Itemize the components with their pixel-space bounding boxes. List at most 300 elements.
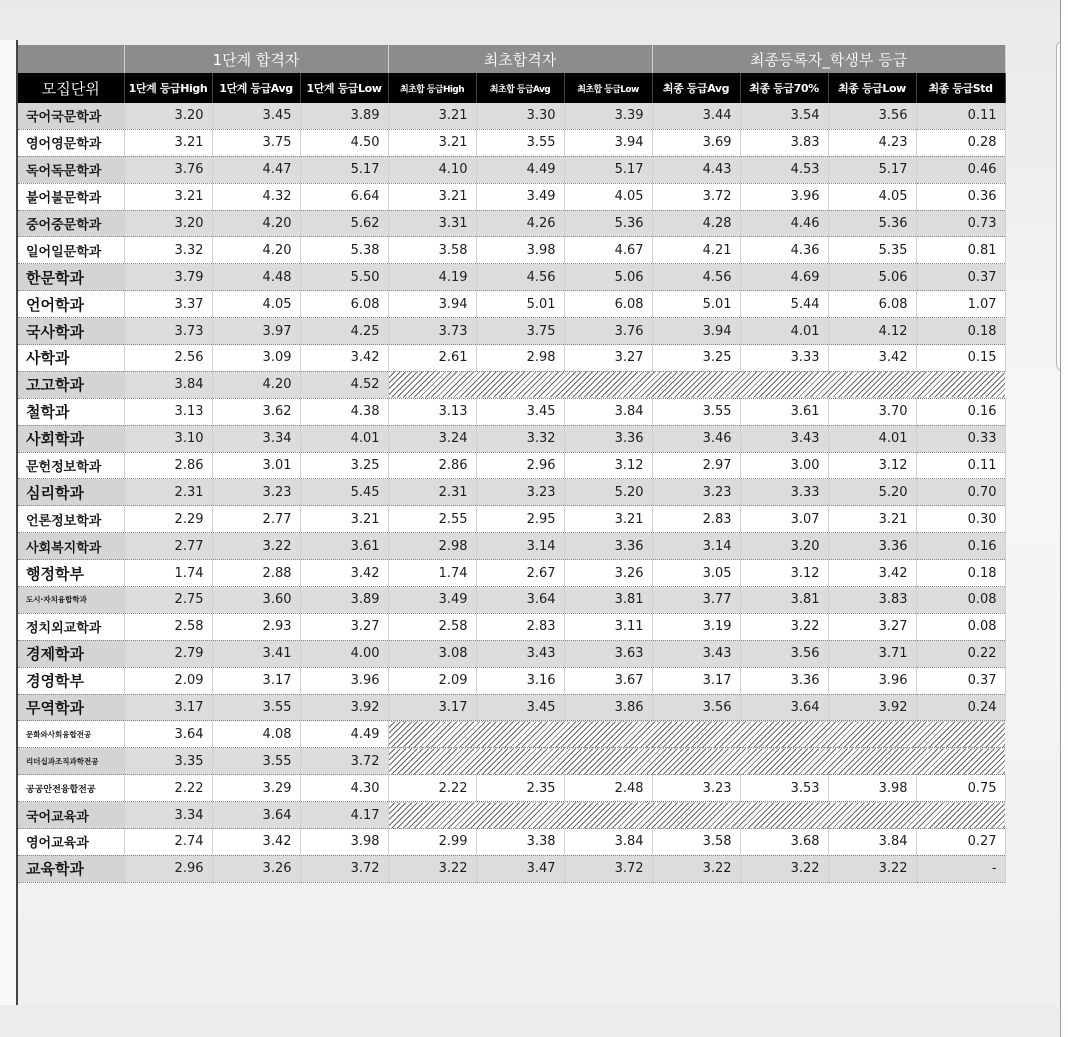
value-cell: 4.01 <box>740 318 828 345</box>
value-cell: 3.67 <box>564 667 652 694</box>
value-cell: 3.89 <box>300 587 388 614</box>
table-row <box>18 345 1005 372</box>
value-cell: 3.56 <box>740 640 828 667</box>
column-header-unit: 모집단위 <box>18 73 124 103</box>
unit-name-cell: 언어학과 <box>18 291 124 318</box>
table-row <box>18 560 1005 587</box>
value-cell: 4.49 <box>300 721 388 748</box>
value-cell: 3.19 <box>652 613 740 640</box>
value-cell: 3.09 <box>212 345 300 372</box>
value-cell: 3.55 <box>212 748 300 775</box>
value-cell: 3.37 <box>124 291 212 318</box>
unit-name-cell: 사회복지학과 <box>18 533 124 560</box>
unit-name-cell: 교육학과 <box>18 855 124 882</box>
value-cell: 0.30 <box>916 506 1005 533</box>
value-cell: 3.42 <box>828 560 916 587</box>
value-cell: 1.74 <box>124 560 212 587</box>
value-cell: 3.21 <box>564 506 652 533</box>
value-cell: 3.68 <box>740 829 828 856</box>
value-cell: 4.20 <box>212 210 300 237</box>
value-cell: 3.12 <box>564 452 652 479</box>
value-cell: 3.86 <box>564 694 652 721</box>
value-cell: 3.25 <box>300 452 388 479</box>
value-cell: 2.98 <box>388 533 476 560</box>
table-row <box>18 452 1005 479</box>
value-cell: 3.38 <box>476 829 564 856</box>
value-cell: 0.11 <box>916 103 1005 129</box>
value-cell: 0.28 <box>916 129 1005 156</box>
value-cell: 0.08 <box>916 587 1005 614</box>
value-cell: 4.12 <box>828 318 916 345</box>
value-cell: 0.37 <box>916 264 1005 291</box>
value-cell: 4.56 <box>652 264 740 291</box>
value-cell: 3.94 <box>388 291 476 318</box>
value-cell: 3.63 <box>564 640 652 667</box>
table-row <box>18 721 1005 748</box>
value-cell: 3.27 <box>828 613 916 640</box>
value-cell: 3.54 <box>740 103 828 129</box>
value-cell: 3.92 <box>828 694 916 721</box>
value-cell: 4.43 <box>652 156 740 183</box>
column-header: 최종 등급Std <box>916 73 1005 103</box>
table-row <box>18 694 1005 721</box>
value-cell: 3.64 <box>212 802 300 829</box>
value-cell: 0.70 <box>916 479 1005 506</box>
value-cell: 5.36 <box>828 210 916 237</box>
value-cell: 0.22 <box>916 640 1005 667</box>
value-cell: 5.17 <box>300 156 388 183</box>
value-cell: 3.31 <box>388 210 476 237</box>
value-cell: 3.16 <box>476 667 564 694</box>
value-cell: 4.08 <box>212 721 300 748</box>
group-header-initial: 최초합격자 <box>388 45 652 73</box>
value-cell: 2.97 <box>652 452 740 479</box>
table-row <box>18 318 1005 345</box>
value-cell: 3.79 <box>124 264 212 291</box>
value-cell: 3.55 <box>652 398 740 425</box>
value-cell: 2.93 <box>212 613 300 640</box>
value-cell: 3.72 <box>564 855 652 882</box>
value-cell: - <box>916 855 1005 882</box>
value-cell: 3.43 <box>740 425 828 452</box>
value-cell: 2.96 <box>476 452 564 479</box>
value-cell: 5.44 <box>740 291 828 318</box>
value-cell: 3.39 <box>564 103 652 129</box>
table-row <box>18 183 1005 210</box>
value-cell: 2.29 <box>124 506 212 533</box>
value-cell: 4.30 <box>300 775 388 802</box>
value-cell: 0.18 <box>916 560 1005 587</box>
unit-name-cell: 국어국문학과 <box>18 103 124 129</box>
right-edge-panel <box>1060 0 1068 1037</box>
column-header-row <box>18 73 1005 103</box>
value-cell: 3.94 <box>564 129 652 156</box>
table-row <box>18 587 1005 614</box>
value-cell: 4.38 <box>300 398 388 425</box>
value-cell: 3.58 <box>388 237 476 264</box>
column-header: 최종 등급70% <box>740 73 828 103</box>
value-cell: 2.22 <box>388 775 476 802</box>
value-cell: 0.15 <box>916 345 1005 372</box>
value-cell: 3.64 <box>740 694 828 721</box>
value-cell: 4.56 <box>476 264 564 291</box>
value-cell: 3.21 <box>828 506 916 533</box>
value-cell: 2.35 <box>476 775 564 802</box>
value-cell: 5.01 <box>476 291 564 318</box>
value-cell: 3.44 <box>652 103 740 129</box>
value-cell: 2.95 <box>476 506 564 533</box>
value-cell: 0.33 <box>916 425 1005 452</box>
table-row <box>18 264 1005 291</box>
value-cell: 4.26 <box>476 210 564 237</box>
value-cell: 2.48 <box>564 775 652 802</box>
value-cell: 0.16 <box>916 533 1005 560</box>
unit-name-cell: 문화와사회융합전공 <box>18 721 124 748</box>
table-row <box>18 425 1005 452</box>
value-cell: 4.01 <box>828 425 916 452</box>
table-row <box>18 506 1005 533</box>
table-row <box>18 237 1005 264</box>
value-cell: 3.84 <box>564 829 652 856</box>
value-cell: 3.60 <box>212 587 300 614</box>
value-cell: 2.22 <box>124 775 212 802</box>
table-row <box>18 802 1005 829</box>
value-cell: 3.36 <box>564 425 652 452</box>
value-cell: 3.96 <box>740 183 828 210</box>
value-cell: 3.36 <box>740 667 828 694</box>
value-cell: 4.46 <box>740 210 828 237</box>
value-cell: 6.08 <box>564 291 652 318</box>
value-cell: 1.74 <box>388 560 476 587</box>
value-cell: 0.37 <box>916 667 1005 694</box>
value-cell: 3.12 <box>740 560 828 587</box>
value-cell: 3.42 <box>212 829 300 856</box>
value-cell: 3.30 <box>476 103 564 129</box>
value-cell: 0.73 <box>916 210 1005 237</box>
column-header: 최초합 등급Avg <box>476 73 564 103</box>
value-cell: 3.07 <box>740 506 828 533</box>
value-cell: 2.09 <box>124 667 212 694</box>
value-cell: 3.45 <box>476 694 564 721</box>
unit-name-cell: 국어교육과 <box>18 802 124 829</box>
value-cell: 3.56 <box>652 694 740 721</box>
value-cell: 0.16 <box>916 398 1005 425</box>
value-cell: 5.06 <box>564 264 652 291</box>
value-cell: 6.64 <box>300 183 388 210</box>
value-cell: 4.23 <box>828 129 916 156</box>
value-cell: 3.21 <box>388 129 476 156</box>
column-header: 최초합 등급Low <box>564 73 652 103</box>
table-row <box>18 855 1005 882</box>
value-cell: 0.27 <box>916 829 1005 856</box>
value-cell: 4.53 <box>740 156 828 183</box>
value-cell: 3.97 <box>212 318 300 345</box>
value-cell: 3.05 <box>652 560 740 587</box>
value-cell: 5.06 <box>828 264 916 291</box>
table-row <box>18 748 1005 775</box>
value-cell: 3.34 <box>212 425 300 452</box>
value-cell: 3.23 <box>652 775 740 802</box>
value-cell: 3.84 <box>564 398 652 425</box>
value-cell: 3.22 <box>828 855 916 882</box>
value-cell: 3.22 <box>740 855 828 882</box>
value-cell: 2.98 <box>476 345 564 372</box>
unit-name-cell: 공공안전융합전공 <box>18 775 124 802</box>
value-cell: 3.73 <box>124 318 212 345</box>
value-cell: 3.43 <box>652 640 740 667</box>
value-cell: 3.46 <box>652 425 740 452</box>
value-cell: 4.48 <box>212 264 300 291</box>
value-cell: 3.11 <box>564 613 652 640</box>
value-cell: 3.23 <box>212 479 300 506</box>
value-cell: 3.24 <box>388 425 476 452</box>
value-cell: 4.20 <box>212 371 300 398</box>
value-cell: 2.96 <box>124 855 212 882</box>
value-cell: 2.86 <box>388 452 476 479</box>
value-cell: 3.26 <box>212 855 300 882</box>
value-cell: 0.18 <box>916 318 1005 345</box>
value-cell: 3.58 <box>652 829 740 856</box>
table-row <box>18 479 1005 506</box>
unit-name-cell: 영어교육과 <box>18 829 124 856</box>
value-cell: 3.12 <box>828 452 916 479</box>
value-cell: 5.45 <box>300 479 388 506</box>
value-cell: 3.35 <box>124 748 212 775</box>
value-cell: 3.14 <box>652 533 740 560</box>
table-body <box>18 103 1005 882</box>
value-cell: 3.92 <box>300 694 388 721</box>
value-cell: 2.67 <box>476 560 564 587</box>
value-cell: 6.08 <box>828 291 916 318</box>
value-cell: 4.05 <box>212 291 300 318</box>
value-cell: 3.10 <box>124 425 212 452</box>
value-cell: 4.19 <box>388 264 476 291</box>
value-cell: 2.09 <box>388 667 476 694</box>
table-row <box>18 210 1005 237</box>
hatched-no-data-cell <box>388 802 1005 829</box>
value-cell: 0.46 <box>916 156 1005 183</box>
table-row <box>18 156 1005 183</box>
value-cell: 3.96 <box>828 667 916 694</box>
value-cell: 2.58 <box>388 613 476 640</box>
value-cell: 3.62 <box>212 398 300 425</box>
value-cell: 3.21 <box>388 103 476 129</box>
value-cell: 3.21 <box>388 183 476 210</box>
value-cell: 2.99 <box>388 829 476 856</box>
value-cell: 3.75 <box>476 318 564 345</box>
unit-name-cell: 일어일문학과 <box>18 237 124 264</box>
value-cell: 2.77 <box>124 533 212 560</box>
value-cell: 3.08 <box>388 640 476 667</box>
hatched-no-data-cell <box>388 721 1005 748</box>
value-cell: 2.58 <box>124 613 212 640</box>
value-cell: 0.81 <box>916 237 1005 264</box>
value-cell: 3.56 <box>828 103 916 129</box>
value-cell: 4.28 <box>652 210 740 237</box>
value-cell: 4.05 <box>564 183 652 210</box>
value-cell: 5.20 <box>564 479 652 506</box>
value-cell: 4.52 <box>300 371 388 398</box>
value-cell: 3.22 <box>388 855 476 882</box>
unit-name-cell: 한문학과 <box>18 264 124 291</box>
value-cell: 5.17 <box>564 156 652 183</box>
value-cell: 3.36 <box>564 533 652 560</box>
value-cell: 4.50 <box>300 129 388 156</box>
value-cell: 3.21 <box>124 129 212 156</box>
value-cell: 3.32 <box>124 237 212 264</box>
unit-name-cell: 불어불문학과 <box>18 183 124 210</box>
value-cell: 4.69 <box>740 264 828 291</box>
value-cell: 3.81 <box>740 587 828 614</box>
value-cell: 3.64 <box>476 587 564 614</box>
value-cell: 3.23 <box>476 479 564 506</box>
value-cell: 3.13 <box>388 398 476 425</box>
value-cell: 3.75 <box>212 129 300 156</box>
value-cell: 5.62 <box>300 210 388 237</box>
unit-name-cell: 영어영문학과 <box>18 129 124 156</box>
group-header-final: 최종등록자_학생부 등급 <box>652 45 1005 73</box>
value-cell: 2.31 <box>388 479 476 506</box>
unit-name-cell: 문헌정보학과 <box>18 452 124 479</box>
value-cell: 4.00 <box>300 640 388 667</box>
table-row <box>18 103 1005 129</box>
value-cell: 3.96 <box>300 667 388 694</box>
value-cell: 3.98 <box>476 237 564 264</box>
unit-name-cell: 무역학과 <box>18 694 124 721</box>
value-cell: 3.20 <box>124 210 212 237</box>
value-cell: 3.55 <box>476 129 564 156</box>
value-cell: 3.49 <box>388 587 476 614</box>
value-cell: 4.49 <box>476 156 564 183</box>
value-cell: 3.00 <box>740 452 828 479</box>
value-cell: 3.64 <box>124 721 212 748</box>
table-row <box>18 829 1005 856</box>
table-row <box>18 129 1005 156</box>
value-cell: 3.42 <box>300 560 388 587</box>
table-row <box>18 371 1005 398</box>
value-cell: 3.42 <box>300 345 388 372</box>
value-cell: 0.36 <box>916 183 1005 210</box>
value-cell: 3.83 <box>740 129 828 156</box>
value-cell: 3.41 <box>212 640 300 667</box>
value-cell: 5.20 <box>828 479 916 506</box>
value-cell: 5.38 <box>300 237 388 264</box>
value-cell: 3.20 <box>740 533 828 560</box>
value-cell: 3.76 <box>124 156 212 183</box>
value-cell: 3.72 <box>300 855 388 882</box>
value-cell: 3.32 <box>476 425 564 452</box>
value-cell: 3.89 <box>300 103 388 129</box>
unit-name-cell: 정치외교학과 <box>18 613 124 640</box>
value-cell: 3.55 <box>212 694 300 721</box>
group-header-stage1: 1단계 합격자 <box>124 45 388 73</box>
value-cell: 2.74 <box>124 829 212 856</box>
value-cell: 2.56 <box>124 345 212 372</box>
group-header-row <box>18 45 1005 73</box>
value-cell: 3.73 <box>388 318 476 345</box>
value-cell: 5.36 <box>564 210 652 237</box>
value-cell: 3.17 <box>652 667 740 694</box>
column-header: 1단계 등급Avg <box>212 73 300 103</box>
value-cell: 3.61 <box>300 533 388 560</box>
unit-name-cell: 경영학부 <box>18 667 124 694</box>
value-cell: 4.05 <box>828 183 916 210</box>
value-cell: 2.61 <box>388 345 476 372</box>
value-cell: 2.77 <box>212 506 300 533</box>
value-cell: 3.26 <box>564 560 652 587</box>
admission-grade-table-document <box>18 45 1005 883</box>
bottom-blank-area <box>0 1005 1058 1037</box>
value-cell: 3.76 <box>564 318 652 345</box>
unit-name-cell: 독어독문학과 <box>18 156 124 183</box>
value-cell: 3.14 <box>476 533 564 560</box>
value-cell: 3.77 <box>652 587 740 614</box>
value-cell: 3.29 <box>212 775 300 802</box>
hatched-no-data-cell <box>388 371 1005 398</box>
value-cell: 2.83 <box>652 506 740 533</box>
column-header: 최초합 등급High <box>388 73 476 103</box>
value-cell: 3.33 <box>740 479 828 506</box>
value-cell: 3.42 <box>828 345 916 372</box>
value-cell: 0.11 <box>916 452 1005 479</box>
unit-name-cell: 사학과 <box>18 345 124 372</box>
value-cell: 3.17 <box>212 667 300 694</box>
unit-name-cell: 철학과 <box>18 398 124 425</box>
value-cell: 3.69 <box>652 129 740 156</box>
unit-name-cell: 행정학부 <box>18 560 124 587</box>
value-cell: 4.32 <box>212 183 300 210</box>
value-cell: 3.98 <box>828 775 916 802</box>
value-cell: 3.22 <box>212 533 300 560</box>
value-cell: 3.17 <box>388 694 476 721</box>
table-row <box>18 291 1005 318</box>
unit-name-cell: 중어중문학과 <box>18 210 124 237</box>
table-row <box>18 640 1005 667</box>
unit-name-cell: 사회학과 <box>18 425 124 452</box>
value-cell: 3.49 <box>476 183 564 210</box>
value-cell: 5.17 <box>828 156 916 183</box>
value-cell: 2.31 <box>124 479 212 506</box>
value-cell: 3.98 <box>300 829 388 856</box>
value-cell: 3.45 <box>212 103 300 129</box>
value-cell: 3.20 <box>124 103 212 129</box>
value-cell: 2.55 <box>388 506 476 533</box>
unit-name-cell: 고고학과 <box>18 371 124 398</box>
value-cell: 3.70 <box>828 398 916 425</box>
table-row <box>18 775 1005 802</box>
value-cell: 1.07 <box>916 291 1005 318</box>
value-cell: 2.86 <box>124 452 212 479</box>
value-cell: 3.61 <box>740 398 828 425</box>
value-cell: 3.17 <box>124 694 212 721</box>
group-header-blank <box>18 45 124 73</box>
value-cell: 4.17 <box>300 802 388 829</box>
value-cell: 2.75 <box>124 587 212 614</box>
hatched-no-data-cell <box>388 748 1005 775</box>
value-cell: 3.36 <box>828 533 916 560</box>
value-cell: 0.24 <box>916 694 1005 721</box>
value-cell: 3.72 <box>652 183 740 210</box>
value-cell: 0.08 <box>916 613 1005 640</box>
value-cell: 3.84 <box>124 371 212 398</box>
value-cell: 3.23 <box>652 479 740 506</box>
left-margin-strip <box>0 40 18 1005</box>
value-cell: 5.01 <box>652 291 740 318</box>
unit-name-cell: 심리학과 <box>18 479 124 506</box>
value-cell: 3.25 <box>652 345 740 372</box>
value-cell: 3.27 <box>300 613 388 640</box>
value-cell: 6.08 <box>300 291 388 318</box>
